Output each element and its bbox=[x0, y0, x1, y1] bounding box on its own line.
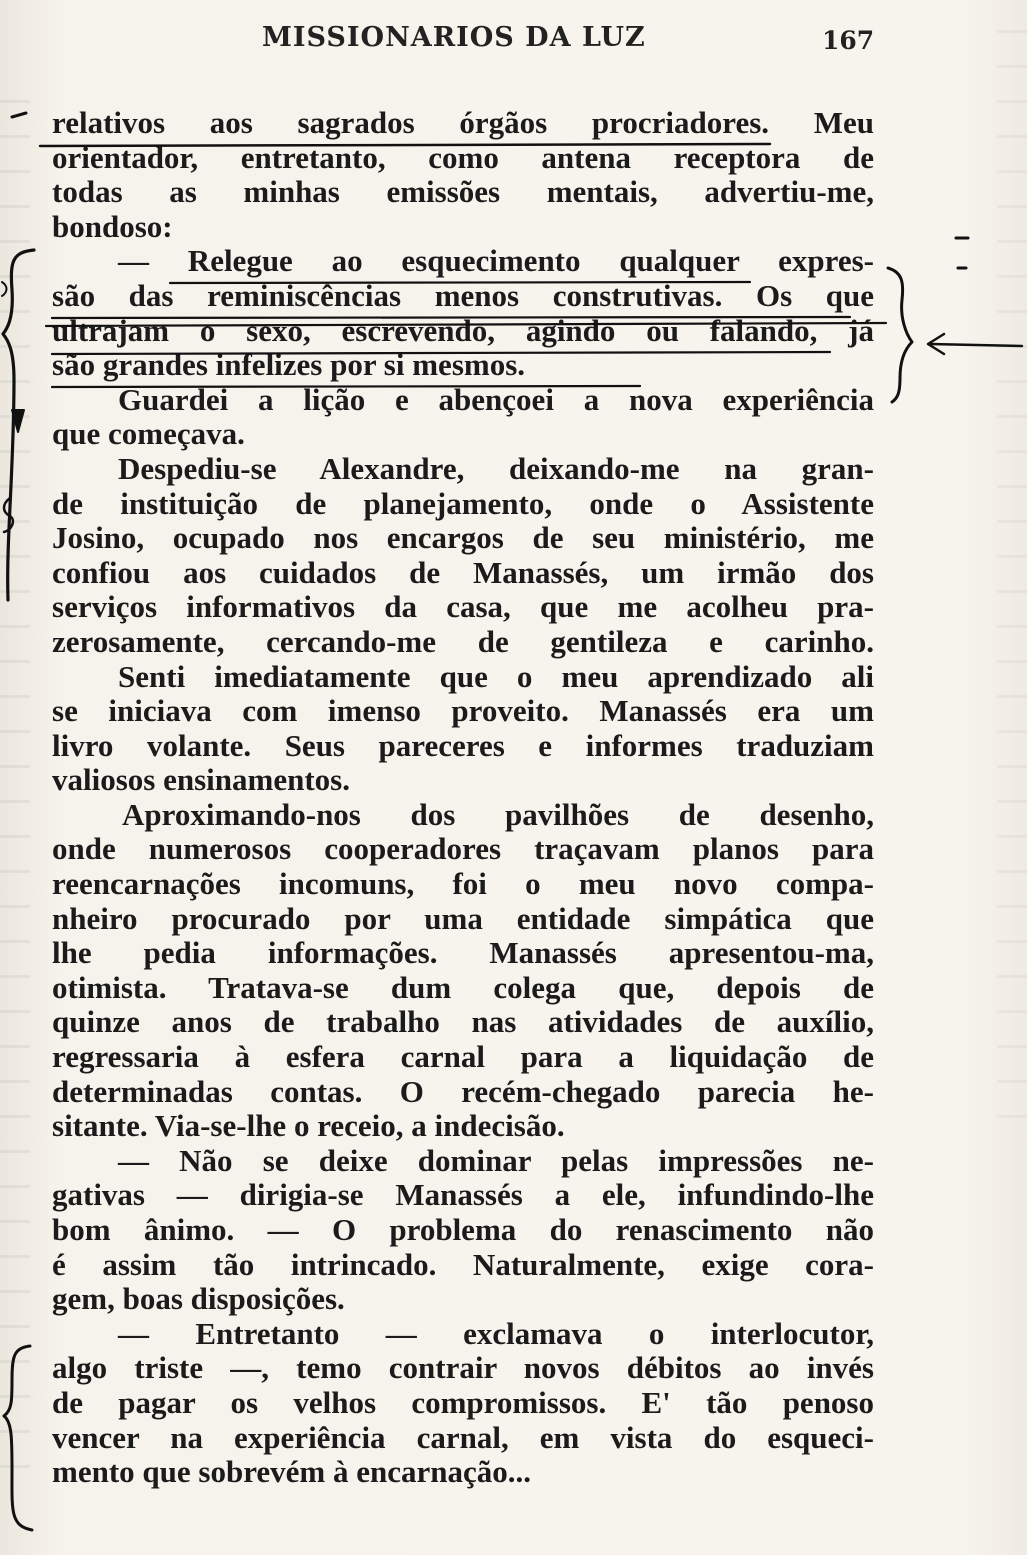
text-line: valiosos ensinamentos. bbox=[52, 762, 350, 798]
bleed-through-left bbox=[0, 100, 30, 1500]
text-line: é assim tão intrincado. Naturalmente, exige cora- bbox=[52, 1246, 874, 1282]
text-line: Senti imediatamente que o meu aprendizado ali bbox=[118, 658, 874, 694]
text-line: são grandes infelizes por si mesmos. bbox=[52, 347, 526, 383]
text-line: relativos aos sagrados órgãos procriadores. Meu bbox=[52, 105, 874, 140]
text-line: livro volante. Seus pareceres e informes traduziam bbox=[52, 727, 874, 763]
text-line: — Entretanto — exclamava o interlocutor, bbox=[118, 1315, 874, 1351]
text-line: quinze anos de trabalho nas atividades de auxílio, bbox=[52, 1004, 874, 1040]
text-line: Aproximando-nos dos pavilhões de desenho, bbox=[122, 796, 874, 832]
text-line: vencer na experiência carnal, em vista do esqueci- bbox=[52, 1419, 874, 1455]
text-line: Despediu-se Alexandre, deixando-me na gran- bbox=[118, 450, 874, 486]
text-line: — Relegue ao esquecimento qualquer expres- bbox=[118, 243, 874, 279]
text-line: Guardei a lição e abençoei a nova experiência bbox=[118, 381, 874, 417]
arrow-head-icon bbox=[928, 334, 944, 354]
text-line: de pagar os velhos compromissos. E' tão penoso bbox=[52, 1384, 874, 1420]
text-line: confiou aos cuidados de Manassés, um irmão dos bbox=[52, 554, 874, 590]
text-line: orientador, entretanto, como antena receptora de bbox=[52, 139, 874, 175]
text-line: reencarnações incomuns, foi o meu novo compa- bbox=[52, 866, 874, 902]
text-line: gem, boas disposições. bbox=[52, 1281, 345, 1317]
text-line: algo triste —, temo contrair novos débitos ao invés bbox=[52, 1350, 874, 1386]
body-text bbox=[52, 106, 874, 1490]
running-title: MISSIONARIOS DA LUZ bbox=[262, 22, 646, 53]
text-line: zerosamente, cercando-me de gentileza e carinho. bbox=[52, 623, 874, 659]
text-line: otimista. Tratava-se dum colega que, depois de bbox=[52, 969, 874, 1005]
text-line: todas as minhas emissões mentais, advertiu-me, bbox=[52, 174, 874, 210]
text-line: regressaria à esfera carnal para a liquidação de bbox=[52, 1039, 874, 1075]
text-line: são das reminiscências menos construtivas. Os que bbox=[52, 277, 874, 313]
text-line: gativas — dirigia-se Manassés a ele, infundindo-lhe bbox=[52, 1177, 874, 1213]
text-line: nheiro procurado por uma entidade simpática que bbox=[52, 900, 874, 936]
page-header bbox=[0, 22, 1027, 62]
right-bracket bbox=[888, 268, 912, 402]
text-line: que começava. bbox=[52, 416, 245, 452]
text-line: de instituição de planejamento, onde o Assistente bbox=[52, 485, 874, 521]
text-line: lhe pedia informações. Manassés apresentou-ma, bbox=[52, 935, 874, 971]
text-line: ultrajam o sexo, escrevendo, agindo ou falando, já bbox=[52, 312, 874, 348]
text-line: bom ânimo. — O problema do renascimento não bbox=[52, 1212, 874, 1247]
text-line: bondoso: bbox=[52, 208, 173, 244]
text-line: Josino, ocupado nos encargos de seu ministério, me bbox=[52, 520, 874, 556]
text-line: se iniciava com imenso proveito. Manassés era um bbox=[52, 693, 874, 729]
bleed-through-right bbox=[997, 30, 1027, 1130]
page-number: 167 bbox=[822, 26, 875, 55]
text-line: — Não se deixe dominar pelas impressões ne- bbox=[118, 1142, 874, 1178]
text-line: mento que sobrevém à encarnação... bbox=[52, 1454, 532, 1490]
text-line: serviços informativos da casa, que me acolheu pra- bbox=[52, 589, 874, 625]
text-line: onde numerosos cooperadores traçavam planos para bbox=[52, 831, 874, 867]
text-line: determinadas contas. O recém-chegado parecia he- bbox=[52, 1073, 874, 1109]
text-line: sitante. Via-se-lhe o receio, a indecisão. bbox=[52, 1108, 565, 1144]
